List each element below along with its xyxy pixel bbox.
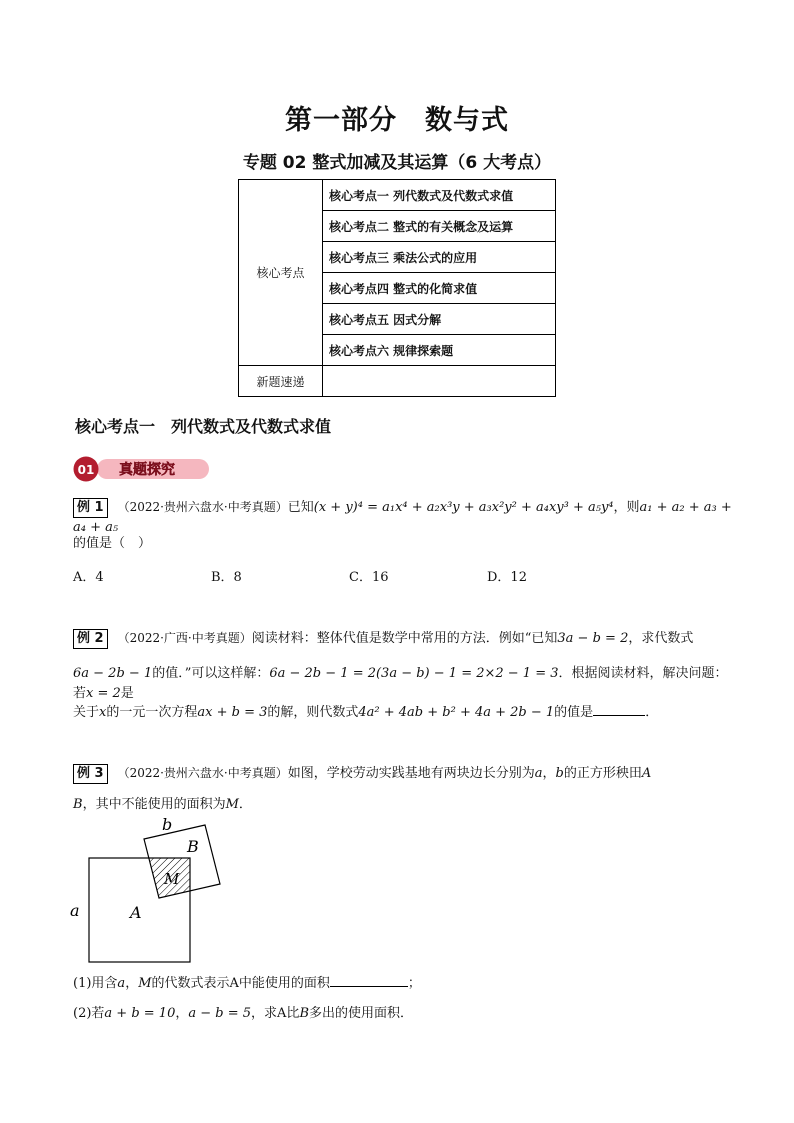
label-B: B — [187, 837, 199, 856]
example-3-text-1: 如图，学校劳动实践基地有两块边长分别为 — [287, 766, 535, 781]
example-3-text-1b: 的正方形秧田 — [563, 766, 642, 781]
example-3-text-2: ，其中不能使用的面积为 — [82, 797, 226, 812]
example-2-x-value: x = 2 — [86, 686, 121, 701]
example-3-a: a — [534, 766, 543, 781]
example-2-solution: 6a − 2b − 1 = 2(3a − b) − 1 = 2×2 − 1 = 3 — [269, 666, 559, 681]
toc-item-3[interactable]: 核心考点三 乘法公式的应用 — [323, 242, 556, 273]
example-2-line-1 — [73, 628, 733, 649]
example-2-text-2a: 的值．”可以这样解： — [152, 666, 270, 681]
example-3-line-1 — [73, 763, 733, 784]
toc-item-1[interactable]: 核心考点一 列代数式及代数式求值 — [323, 180, 556, 211]
section-banner — [73, 456, 213, 482]
q2-condition-1: a + b = 10 — [104, 1006, 176, 1021]
label-b: b — [162, 815, 173, 834]
q1-answer-blank[interactable] — [330, 972, 408, 987]
example-1-ask: ，则 — [613, 500, 640, 515]
topic-title: 专题 02 整式加减及其运算（6 大考点） — [242, 153, 552, 173]
q1-text-a: (1)用含 — [73, 976, 118, 991]
example-3-comma: ， — [542, 766, 556, 781]
q1-comma: ， — [125, 976, 139, 991]
example-1-line-2: 的值是（ ） — [73, 536, 152, 551]
q2-text-b: ，求A比 — [251, 1006, 300, 1021]
example-2-text-3a: 关于 — [73, 705, 100, 720]
example-3-period: ． — [238, 797, 252, 812]
banner-graphic — [73, 456, 213, 482]
example-2-equation: ax + b = 3 — [197, 705, 268, 720]
q1-var-m: M — [138, 976, 152, 991]
example-2-text-3d: 的值是 — [554, 705, 594, 720]
example-1-line-1 — [73, 497, 733, 538]
toc-new-label: 新题速递 — [239, 366, 323, 397]
example-2-tag: 例 2 — [73, 629, 108, 649]
example-3-M: M — [225, 797, 239, 812]
example-3-b: b — [555, 766, 564, 781]
banner-number: 01 — [77, 463, 95, 477]
example-2-expression: 6a − 2b − 1 — [73, 666, 153, 681]
q2-sep: ， — [175, 1006, 189, 1021]
q2-var-b: B — [299, 1006, 309, 1021]
toc-group-label: 核心考点 — [239, 180, 323, 366]
example-2-variable: x — [99, 705, 107, 720]
example-2-text-3b: 的一元一次方程 — [106, 705, 198, 720]
example-3-source: （2022·贵州六盘水·中考真题） — [117, 766, 288, 780]
example-1-option-d[interactable]: D．12 — [487, 570, 527, 585]
example-2-line-2 — [73, 664, 733, 704]
part-title: 第一部分 数与式 — [285, 105, 509, 136]
example-1-option-c[interactable]: C．16 — [349, 570, 389, 585]
banner-text: 真题探究 — [119, 462, 175, 478]
example-2-text-1b: ，求代数式 — [628, 631, 694, 646]
q1-end: ； — [407, 976, 421, 991]
label-M: M — [164, 870, 180, 888]
q2-condition-2: a − b = 5 — [188, 1006, 252, 1021]
example-1-sum: a₁ + a₂ + a₃ + a₄ + a₅ — [73, 500, 732, 535]
example-1-formula: (x + y)⁴ = a₁x⁴ + a₂x³y + a₃x²y² + a₄xy³ + a₅y⁴ — [313, 500, 614, 515]
label-a: a — [70, 901, 80, 920]
example-1-lead: 已知 — [287, 500, 314, 515]
example-2-line-3 — [73, 701, 733, 723]
core-points-table — [238, 179, 556, 397]
toc-item-2[interactable]: 核心考点二 整式的有关概念及运算 — [323, 211, 556, 242]
example-2-text-3c: 的解，则代数式 — [267, 705, 359, 720]
example-2-source: （2022·广西·中考真题） — [117, 631, 252, 645]
toc-item-6[interactable]: 核心考点六 规律探索题 — [323, 335, 556, 366]
q2-text-a: (2)若 — [73, 1006, 105, 1021]
example-3-A: A — [641, 766, 652, 781]
toc-item-4[interactable]: 核心考点四 整式的化简求值 — [323, 273, 556, 304]
example-3-question-1 — [73, 972, 733, 994]
example-3-question-2 — [73, 1004, 733, 1024]
example-1-option-b[interactable]: B．8 — [211, 570, 242, 585]
example-2-end: ． — [645, 705, 659, 720]
example-2-answer-blank[interactable] — [593, 701, 645, 716]
example-2-text-2c: 是 — [120, 686, 134, 701]
q2-end: 多出的使用面积． — [309, 1006, 414, 1021]
toc-new-value — [323, 366, 556, 397]
example-3-B: B — [73, 797, 83, 812]
example-2-text-1: 阅读材料：整体代值是数学中常用的方法．例如“已知 — [251, 631, 558, 646]
label-A: A — [130, 903, 142, 922]
example-1-source: （2022·贵州六盘水·中考真题） — [117, 500, 288, 514]
example-2-target: 4a² + 4ab + b² + 4a + 2b − 1 — [358, 705, 555, 720]
example-2-text-2b: ．根据阅读材料，解决问题：若 — [73, 666, 728, 701]
q1-var-a: a — [117, 976, 126, 991]
example-3-tag: 例 3 — [73, 764, 108, 784]
section-heading: 核心考点一 列代数式及代数式求值 — [75, 417, 332, 436]
squares-figure — [60, 810, 250, 970]
example-1-option-a[interactable]: A．4 — [73, 570, 104, 585]
toc-item-5[interactable]: 核心考点五 因式分解 — [323, 304, 556, 335]
example-1-tag: 例 1 — [73, 498, 108, 518]
example-2-condition: 3a − b = 2 — [557, 631, 629, 646]
q1-text-c: 的代数式表示A中能使用的面积 — [151, 976, 330, 991]
